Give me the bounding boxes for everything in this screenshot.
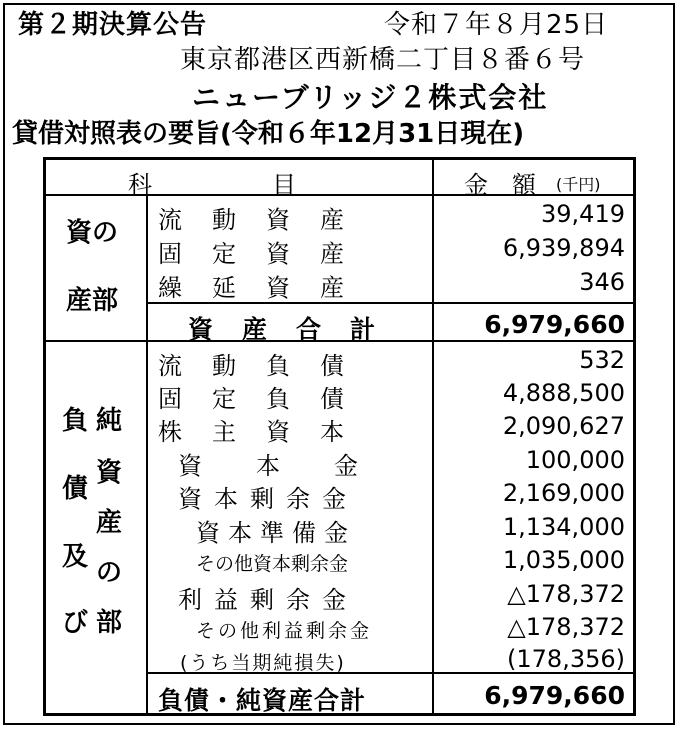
statement-subtitle: 貸借対照表の要旨(令和６年12月31日現在) <box>12 119 525 149</box>
equity-label-other-capital-surplus: その他資本剰余金 <box>196 553 349 575</box>
equity-label-shareholders: 株 主 資 本 <box>158 418 347 446</box>
liab-label-l1: 債 <box>62 474 89 504</box>
asset-label-deferred: 繰 延 資 産 <box>158 274 347 302</box>
equity-amount-capital-surplus: 2,169,000 <box>502 479 625 507</box>
equity-label-capital: 資 本 金 <box>178 452 360 480</box>
assets-total-label: 資 産 合 計 <box>188 315 378 344</box>
equity-label-retained-earnings: 利益剰余金 <box>178 586 358 614</box>
asset-amount-deferred: 346 <box>579 268 625 296</box>
divider-amount <box>432 160 434 713</box>
liabilities-equity-total-amount: 6,979,660 <box>484 681 625 710</box>
divider-section <box>146 196 148 713</box>
equity-amount-shareholders: 2,090,627 <box>502 412 625 440</box>
assets-section-label-bottom: 産部 <box>66 286 119 316</box>
asset-amount-fixed: 6,939,894 <box>502 234 625 262</box>
liab-label-r4: 部 <box>96 608 123 638</box>
equity-label-other-retained-earnings: その他利益剰余金 <box>196 620 373 642</box>
liab-amount-fixed: 4,888,500 <box>502 379 625 407</box>
equity-label-net-loss: (うち当期純損失) <box>180 652 346 674</box>
balance-sheet-table <box>43 157 636 716</box>
equity-label-capital-surplus: 資本剰余金 <box>178 485 358 513</box>
liab-label-l0: 負 <box>62 406 89 436</box>
equity-amount-retained-earnings: △178,372 <box>507 580 625 608</box>
liab-label-current: 流 動 負 債 <box>158 352 347 380</box>
asset-label-current: 流 動 資 産 <box>158 206 347 234</box>
notice-date: 令和７年８月25日 <box>384 10 609 40</box>
equity-amount-capital-reserve: 1,134,000 <box>502 513 625 541</box>
col-header-unit: (千円) <box>556 175 601 194</box>
liab-label-l2: 及 <box>62 542 89 572</box>
liab-label-fixed: 固 定 負 債 <box>158 385 347 413</box>
col-header-amount: 金 額 <box>464 171 536 199</box>
equity-amount-other-capital-surplus: 1,035,000 <box>502 546 625 574</box>
asset-label-fixed: 固 定 資 産 <box>158 240 347 268</box>
company-address: 東京都港区西新橋二丁目８番６号 <box>180 45 586 75</box>
equity-amount-capital: 100,000 <box>525 446 625 474</box>
liab-amount-current: 532 <box>579 346 625 374</box>
liabilities-equity-total-label: 負債・純資産合計 <box>158 686 367 715</box>
col-header-subject: 科 目 <box>128 171 296 199</box>
assets-total-amount: 6,979,660 <box>484 310 625 339</box>
liab-label-r3: の <box>96 558 123 588</box>
liab-label-r2: 産 <box>96 508 123 538</box>
equity-label-capital-reserve: 資本準備金 <box>196 519 356 547</box>
equity-amount-other-retained-earnings: △178,372 <box>507 613 625 641</box>
liab-label-r0: 純 <box>96 406 123 436</box>
liab-label-r1: 資 <box>96 458 123 488</box>
notice-title: 第２期決算公告 <box>18 10 208 40</box>
asset-amount-current: 39,419 <box>541 200 625 228</box>
assets-section-label-top: 資の <box>66 218 119 248</box>
company-name: ニューブリッジ２株式会社 <box>192 81 549 114</box>
equity-amount-net-loss: (178,356) <box>507 645 625 673</box>
liab-label-l3: び <box>62 608 89 638</box>
